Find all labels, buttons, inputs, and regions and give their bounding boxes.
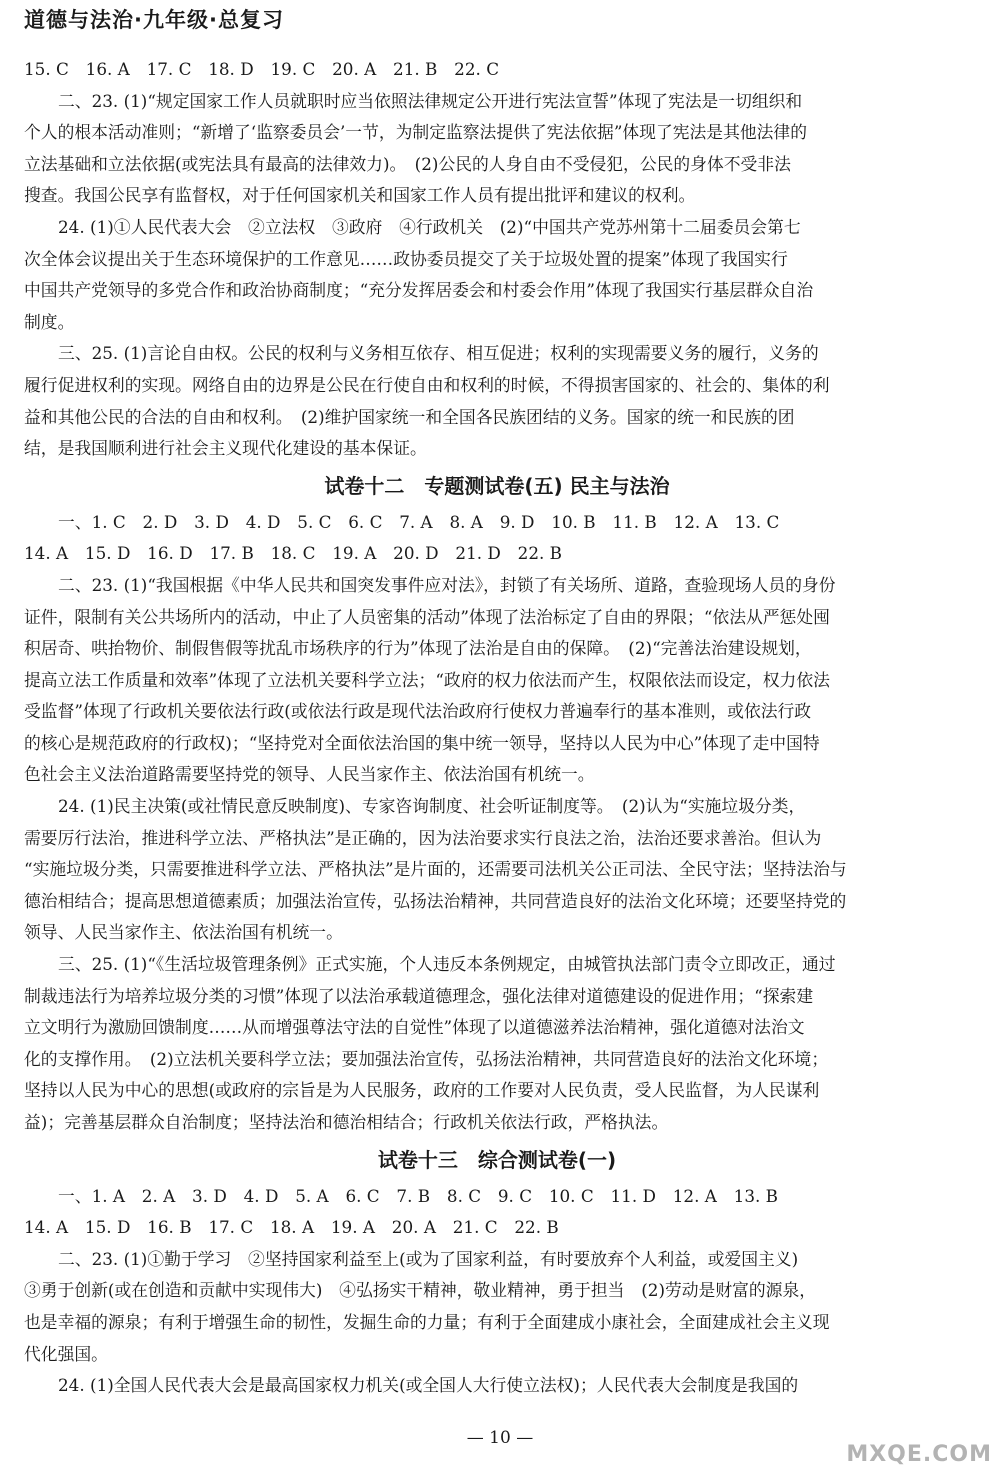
text-line: 次全体会议提出关于生态环境保护的工作意见……政协委员提交了关于垃圾处置的提案”体现了我国实行 — [24, 248, 788, 269]
text-line: 履行促进权利的实现。网络自由的边界是公民在行使自由和权利的时候，不得损害国家的、社会的、集体的利 — [24, 374, 830, 395]
text-line: “实施垃圾分类，只需要推进科学立法、严格执法”是片面的，还需要司法机关公正司法、全民守法；坚持法治与 — [24, 859, 847, 880]
text-line: 受监督”体现了行政机关要依法行政(或依法行政是现代法治政府行使权力普遍奉行的基本准则，或依法行政 — [24, 701, 812, 722]
text-line: 代化强国。 — [24, 1343, 108, 1364]
watermark-logo: MXQE.COM — [846, 1442, 992, 1467]
answer-content — [24, 54, 970, 1402]
text-line: 需要厉行法治，推进科学立法、严格执法”是正确的，因为法治要求实行良法之治，法治还要求善治。但认为 — [24, 827, 822, 848]
text-line: 24. (1)①人民代表大会 ②立法权 ③政府 ④行政机关 (2)“中国共产党苏州第十二届委员会第七 — [58, 216, 801, 237]
page-number: — 10 — — [466, 1428, 534, 1448]
section-12-block — [24, 507, 970, 1139]
text-line: 24. (1)民主决策(或社情民意反映制度)、专家咨询制度、社会听证制度等。 (2)认为“实施垃圾分类， — [58, 796, 806, 817]
text-line: 二、23. (1)①勤于学习 ②坚持国家利益至上(或为了国家利益，有时要放弃个人利益，或爱国主义) — [58, 1248, 799, 1269]
text-line: 二、23. (1)“规定国家工作人员就职时应当依照法律规定公开进行宪法宣誓”体现了宪法是一切组织和 — [58, 90, 803, 111]
text-line: 中国共产党领导的多党合作和政治协商制度；“充分发挥居委会和村委会作用”体现了我国实行基层群众自治 — [24, 280, 814, 301]
text-line: 色社会主义法治道路需要坚持党的领导、人民当家作主、依法治国有机统一。 — [24, 764, 595, 785]
text-line: 一、1. A 2. A 3. D 4. D 5. A 6. C 7. B 8. C 9. C 10. C 11. D 12. A 13. B — [58, 1185, 778, 1206]
text-line: 结，是我国顺利进行社会主义现代化建设的基本保证。 — [24, 438, 427, 459]
text-line: 制裁违法行为培养垃圾分类的习惯”体现了以法治承载道德理念，强化法律对道德建设的促进作用；“探索建 — [24, 985, 814, 1006]
text-line: 个人的根本活动准则；“新增了‘监察委员会’一节，为制定监察法提供了宪法依据”体现了宪法是其他法律的 — [24, 122, 807, 143]
text-line: 益)；完善基层群众自治制度；坚持法治和德治相结合；行政机关依法行政，严格执法。 — [24, 1112, 669, 1132]
text-line: 领导、人民当家作主、依法治国有机统一。 — [24, 922, 343, 943]
page-header-title: 道德与法治·九年级·总复习 — [24, 8, 284, 32]
text-line: 德治相结合；提高思想道德素质；加强法治宣传，弘扬法治精神，共同营造良好的法治文化环境；还要坚持党的 — [24, 890, 847, 911]
text-line: 积居奇、哄抬物价、制假售假等扰乱市场秩序的行为”体现了法治是自由的保障。 (2)“完善法治建设规划， — [24, 638, 812, 659]
text-line: 提高立法工作质量和效率”体现了立法机关要科学立法；“政府的权力依法而产生，权限依法而设定，权力依法 — [24, 669, 830, 690]
text-line: 二、23. (1)“我国根据《中华人民共和国突发事件应对法》，封锁了有关场所、道路，查验现场人员的身份 — [58, 574, 836, 595]
text-line: 三、25. (1)言论自由权。公民的权利与义务相互依存、相互促进；权利的实现需要义务的履行，义务的 — [58, 343, 819, 364]
text-line: 坚持以人民为中心的思想(或政府的宗旨是为人民服务，政府的工作要对人民负责，受人民监督，为人民谋利 — [24, 1080, 820, 1101]
section-13-block — [24, 1181, 970, 1402]
text-line: 也是幸福的源泉；有利于增强生命的韧性，发掘生命的力量；有利于全面建成小康社会，全面建成社会主义现 — [24, 1311, 830, 1332]
section-title-13: 试卷十三 综合测试卷(一) — [377, 1147, 617, 1172]
text-line: 立文明行为激励回馈制度……从而增强尊法守法的自觉性”体现了以道德滋养法治精神，强化道德对法治文 — [24, 1017, 805, 1038]
text-line: 搜查。我国公民享有监督权，对于任何国家机关和国家工作人员有提出批评和建议的权利。 — [24, 185, 696, 206]
text-line: 24. (1)全国人民代表大会是最高国家权力机关(或全国人大行使立法权)；人民代表大会制度是我国的 — [58, 1375, 799, 1396]
top-answers-block — [24, 54, 970, 465]
text-line: 化的支撑作用。 (2)立法机关要科学立法；要加强法治宣传，弘扬法治精神，共同营造良好的法治文化环境； — [24, 1048, 829, 1069]
text-line: 益和其他公民的合法的自由和权利。 (2)维护国家统一和全国各民族团结的义务。国家的统一和民族的团 — [24, 406, 795, 427]
text-line: ③勇于创新(或在创造和贡献中实现伟大) ④弘扬实干精神，敬业精神，勇于担当 (2)劳动是财富的源泉， — [24, 1280, 817, 1301]
text-line: 14. A 15. D 16. B 17. C 18. A 19. A 20. A 21. C 22. B — [24, 1217, 559, 1238]
text-line: 的核心是规范政府的行政权)；“坚持党对全面依法治国的集中统一领导，坚持以人民为中心”体现了走中国特 — [24, 732, 820, 753]
text-line: 15. C 16. A 17. C 18. D 19. C 20. A 21. B 22. C — [24, 59, 500, 79]
text-line: 制度。 — [24, 311, 75, 332]
section-title-12: 试卷十二 专题测试卷(五) 民主与法治 — [324, 473, 670, 498]
text-line: 一、1. C 2. D 3. D 4. D 5. C 6. C 7. A 8. A 9. D 10. B 11. B 12. A 13. C — [58, 511, 780, 532]
text-line: 立法基础和立法依据(或宪法具有最高的法律效力)。 (2)公民的人身自由不受侵犯，公民的身体不受非法 — [24, 153, 791, 174]
text-line: 证件，限制有关公共场所内的活动，中止了人员密集的活动”体现了法治标定了自由的界限；“依法从严惩处囤 — [24, 606, 830, 627]
text-line: 14. A 15. D 16. D 17. B 18. C 19. A 20. D 21. D 22. B — [24, 543, 563, 564]
text-line: 三、25. (1)“《生活垃圾管理条例》正式实施，个人违反本条例规定，由城管执法部门责令立即改正，通过 — [58, 954, 836, 975]
